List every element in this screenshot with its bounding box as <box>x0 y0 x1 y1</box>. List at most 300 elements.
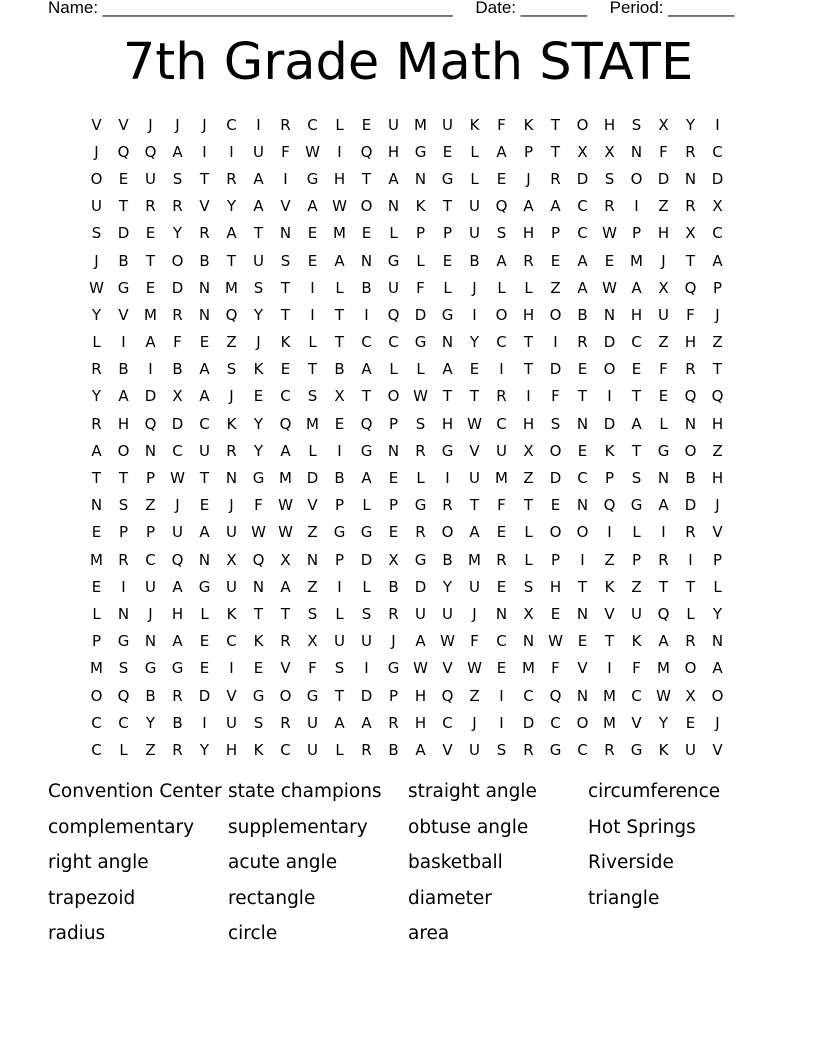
grid-letter[interactable]: W <box>602 278 617 297</box>
grid-letter[interactable]: T <box>145 251 156 270</box>
grid-letter[interactable]: S <box>550 414 561 433</box>
grid-letter[interactable]: D <box>171 278 184 297</box>
grid-letter[interactable]: A <box>199 387 210 406</box>
grid-letter[interactable]: A <box>550 197 561 216</box>
grid-letter[interactable]: C <box>523 686 534 705</box>
grid-letter[interactable]: E <box>361 224 372 243</box>
grid-letter[interactable]: R <box>226 441 237 460</box>
grid-letter[interactable]: F <box>308 659 317 678</box>
grid-letter[interactable]: H <box>117 414 130 433</box>
grid-letter[interactable]: Y <box>226 197 237 216</box>
grid-letter[interactable]: U <box>685 740 696 759</box>
grid-letter[interactable]: U <box>469 224 480 243</box>
grid-letter[interactable]: B <box>172 713 183 732</box>
grid-letter[interactable]: N <box>576 414 589 433</box>
grid-letter[interactable]: K <box>253 360 264 379</box>
grid-letter[interactable]: L <box>416 469 425 488</box>
grid-letter[interactable]: V <box>280 197 291 216</box>
grid-letter[interactable]: G <box>414 142 427 161</box>
grid-letter[interactable]: A <box>415 740 426 759</box>
grid-letter[interactable]: X <box>658 278 669 297</box>
grid-letter[interactable]: R <box>388 713 399 732</box>
grid-letter[interactable]: O <box>549 305 562 324</box>
grid-letter[interactable]: X <box>523 604 534 623</box>
grid-letter[interactable]: N <box>684 169 697 188</box>
grid-letter[interactable]: S <box>118 659 129 678</box>
grid-letter[interactable]: A <box>280 441 291 460</box>
grid-letter[interactable]: G <box>171 659 184 678</box>
grid-letter[interactable]: J <box>472 713 477 732</box>
grid-letter[interactable]: U <box>226 713 237 732</box>
grid-letter[interactable]: V <box>199 197 210 216</box>
grid-letter[interactable]: Y <box>172 224 183 243</box>
grid-letter[interactable]: N <box>387 197 400 216</box>
grid-letter[interactable]: F <box>686 305 695 324</box>
grid-letter[interactable]: X <box>523 441 534 460</box>
grid-letter[interactable]: V <box>631 713 642 732</box>
grid-letter[interactable]: I <box>202 142 207 161</box>
grid-letter[interactable]: T <box>712 360 723 379</box>
grid-letter[interactable]: M <box>603 686 616 705</box>
grid-letter[interactable]: D <box>360 686 373 705</box>
grid-letter[interactable]: B <box>361 278 372 297</box>
grid-letter[interactable]: C <box>577 740 588 759</box>
grid-letter[interactable]: L <box>713 577 722 596</box>
grid-letter[interactable]: R <box>523 251 534 270</box>
grid-letter[interactable]: E <box>388 469 399 488</box>
grid-letter[interactable]: M <box>225 278 238 297</box>
grid-letter[interactable]: H <box>441 414 454 433</box>
grid-letter[interactable]: U <box>145 577 156 596</box>
grid-letter[interactable]: A <box>145 333 156 352</box>
grid-letter[interactable]: C <box>118 713 129 732</box>
grid-letter[interactable]: P <box>388 496 399 515</box>
grid-letter[interactable]: X <box>334 387 345 406</box>
grid-letter[interactable]: A <box>226 224 237 243</box>
grid-letter[interactable]: Z <box>631 577 642 596</box>
grid-letter[interactable]: N <box>144 441 157 460</box>
name-field[interactable]: Name: _____________________________________ <box>48 0 453 17</box>
grid-letter[interactable]: E <box>199 659 210 678</box>
grid-letter[interactable]: C <box>280 387 291 406</box>
grid-letter[interactable]: O <box>360 197 373 216</box>
grid-letter[interactable]: G <box>549 740 562 759</box>
grid-letter[interactable]: E <box>388 523 399 542</box>
grid-letter[interactable]: R <box>604 197 615 216</box>
grid-letter[interactable]: Z <box>145 496 156 515</box>
grid-letter[interactable]: E <box>307 251 318 270</box>
grid-letter[interactable]: G <box>117 278 130 297</box>
grid-letter[interactable]: N <box>198 305 211 324</box>
grid-letter[interactable]: B <box>388 740 399 759</box>
grid-letter[interactable]: O <box>630 169 643 188</box>
grid-letter[interactable]: P <box>145 469 156 488</box>
grid-letter[interactable]: C <box>550 713 561 732</box>
grid-letter[interactable]: G <box>414 333 427 352</box>
grid-letter[interactable]: L <box>416 251 425 270</box>
grid-letter[interactable]: N <box>684 414 697 433</box>
grid-letter[interactable]: P <box>712 550 723 569</box>
grid-letter[interactable]: N <box>576 496 589 515</box>
grid-letter[interactable]: V <box>118 115 129 134</box>
grid-letter[interactable]: G <box>441 169 454 188</box>
grid-letter[interactable]: P <box>145 523 156 542</box>
grid-letter[interactable]: Q <box>495 197 508 216</box>
grid-letter[interactable]: H <box>414 713 427 732</box>
grid-letter[interactable]: C <box>577 224 588 243</box>
grid-letter[interactable]: A <box>442 360 453 379</box>
grid-letter[interactable]: W <box>305 142 320 161</box>
grid-letter[interactable]: D <box>414 577 427 596</box>
grid-letter[interactable]: I <box>310 305 315 324</box>
grid-letter[interactable]: G <box>414 550 427 569</box>
grid-letter[interactable]: G <box>252 686 265 705</box>
grid-letter[interactable]: X <box>226 550 237 569</box>
grid-letter[interactable]: U <box>469 577 480 596</box>
grid-letter[interactable]: D <box>306 469 319 488</box>
grid-letter[interactable]: X <box>685 224 696 243</box>
grid-letter[interactable]: A <box>307 197 318 216</box>
grid-letter[interactable]: J <box>202 115 207 134</box>
grid-letter[interactable]: B <box>199 251 210 270</box>
grid-letter[interactable]: T <box>577 577 588 596</box>
grid-letter[interactable]: T <box>631 441 642 460</box>
grid-letter[interactable]: A <box>334 251 345 270</box>
grid-letter[interactable]: H <box>630 305 643 324</box>
grid-letter[interactable]: E <box>577 632 588 651</box>
grid-letter[interactable]: Z <box>307 523 318 542</box>
grid-letter[interactable]: Q <box>117 686 130 705</box>
grid-letter[interactable]: R <box>91 414 102 433</box>
grid-letter[interactable]: A <box>280 577 291 596</box>
grid-letter[interactable]: E <box>550 496 561 515</box>
grid-letter[interactable]: O <box>171 251 184 270</box>
grid-letter[interactable]: A <box>91 441 102 460</box>
grid-letter[interactable]: C <box>577 197 588 216</box>
grid-letter[interactable]: Q <box>252 550 265 569</box>
grid-letter[interactable]: R <box>658 550 669 569</box>
grid-letter[interactable]: F <box>659 360 668 379</box>
grid-letter[interactable]: T <box>523 333 534 352</box>
grid-letter[interactable]: S <box>91 224 102 243</box>
grid-letter[interactable]: N <box>414 169 427 188</box>
grid-letter[interactable]: W <box>251 523 266 542</box>
grid-letter[interactable]: N <box>252 577 265 596</box>
grid-letter[interactable]: H <box>333 169 346 188</box>
grid-letter[interactable]: Z <box>145 740 156 759</box>
grid-letter[interactable]: P <box>631 550 642 569</box>
grid-letter[interactable]: N <box>603 305 616 324</box>
grid-letter[interactable]: L <box>119 740 128 759</box>
grid-letter[interactable]: T <box>253 604 264 623</box>
grid-letter[interactable]: N <box>576 686 589 705</box>
grid-letter[interactable]: N <box>441 333 454 352</box>
grid-letter[interactable]: U <box>631 604 642 623</box>
grid-letter[interactable]: C <box>226 632 237 651</box>
grid-letter[interactable]: M <box>414 115 427 134</box>
grid-letter[interactable]: K <box>604 441 615 460</box>
grid-letter[interactable]: Q <box>360 414 373 433</box>
grid-letter[interactable]: E <box>631 360 642 379</box>
grid-letter[interactable]: V <box>442 659 453 678</box>
grid-letter[interactable]: Q <box>279 414 292 433</box>
grid-letter[interactable]: E <box>334 414 345 433</box>
grid-letter[interactable]: T <box>91 469 102 488</box>
grid-letter[interactable]: G <box>360 441 373 460</box>
grid-letter[interactable]: X <box>388 550 399 569</box>
grid-letter[interactable]: V <box>91 115 102 134</box>
grid-letter[interactable]: L <box>443 278 452 297</box>
grid-letter[interactable]: I <box>553 333 558 352</box>
grid-letter[interactable]: I <box>337 441 342 460</box>
grid-letter[interactable]: R <box>280 115 291 134</box>
grid-letter[interactable]: E <box>253 659 264 678</box>
grid-letter[interactable]: M <box>306 414 319 433</box>
grid-letter[interactable]: S <box>415 414 426 433</box>
grid-letter[interactable]: F <box>254 496 263 515</box>
grid-letter[interactable]: I <box>121 577 126 596</box>
grid-letter[interactable]: D <box>711 169 724 188</box>
grid-letter[interactable]: T <box>523 496 534 515</box>
grid-letter[interactable]: C <box>361 333 372 352</box>
grid-letter[interactable]: S <box>631 469 642 488</box>
grid-letter[interactable]: E <box>469 360 480 379</box>
grid-letter[interactable]: E <box>145 278 156 297</box>
grid-letter[interactable]: A <box>712 659 723 678</box>
grid-letter[interactable]: C <box>712 142 723 161</box>
grid-letter[interactable]: D <box>171 414 184 433</box>
grid-letter[interactable]: R <box>577 333 588 352</box>
grid-letter[interactable]: S <box>172 169 183 188</box>
grid-letter[interactable]: J <box>715 496 720 515</box>
grid-letter[interactable]: R <box>280 713 291 732</box>
grid-letter[interactable]: I <box>310 278 315 297</box>
grid-letter[interactable]: G <box>144 659 157 678</box>
grid-letter[interactable]: Q <box>387 305 400 324</box>
grid-letter[interactable]: W <box>89 278 104 297</box>
grid-letter[interactable]: J <box>229 387 234 406</box>
grid-letter[interactable]: U <box>91 197 102 216</box>
grid-letter[interactable]: A <box>577 251 588 270</box>
grid-letter[interactable]: A <box>361 360 372 379</box>
grid-letter[interactable]: M <box>279 469 292 488</box>
grid-letter[interactable]: Z <box>307 577 318 596</box>
grid-letter[interactable]: E <box>91 577 102 596</box>
grid-letter[interactable]: L <box>524 550 533 569</box>
grid-letter[interactable]: I <box>499 713 504 732</box>
grid-letter[interactable]: A <box>712 251 723 270</box>
grid-letter[interactable]: C <box>496 414 507 433</box>
grid-letter[interactable]: G <box>630 496 643 515</box>
grid-letter[interactable]: Q <box>441 686 454 705</box>
grid-letter[interactable]: C <box>91 740 102 759</box>
grid-letter[interactable]: F <box>416 278 425 297</box>
grid-letter[interactable]: Z <box>523 469 534 488</box>
grid-letter[interactable]: T <box>226 251 237 270</box>
grid-letter[interactable]: I <box>364 659 369 678</box>
grid-letter[interactable]: Z <box>226 333 237 352</box>
grid-letter[interactable]: E <box>685 713 696 732</box>
grid-letter[interactable]: D <box>549 469 562 488</box>
grid-letter[interactable]: L <box>524 523 533 542</box>
grid-letter[interactable]: K <box>631 632 642 651</box>
grid-letter[interactable]: H <box>549 577 562 596</box>
grid-letter[interactable]: P <box>523 142 534 161</box>
grid-letter[interactable]: K <box>469 115 480 134</box>
grid-letter[interactable]: W <box>467 659 482 678</box>
grid-letter[interactable]: T <box>307 360 318 379</box>
grid-letter[interactable]: A <box>118 387 129 406</box>
grid-letter[interactable]: S <box>307 604 318 623</box>
grid-letter[interactable]: C <box>712 224 723 243</box>
grid-letter[interactable]: M <box>495 469 508 488</box>
grid-letter[interactable]: U <box>442 604 453 623</box>
grid-letter[interactable]: P <box>415 224 426 243</box>
grid-letter[interactable]: E <box>361 115 372 134</box>
grid-letter[interactable]: N <box>90 496 103 515</box>
grid-letter[interactable]: P <box>604 469 615 488</box>
grid-letter[interactable]: G <box>333 523 346 542</box>
grid-letter[interactable]: S <box>253 713 264 732</box>
grid-letter[interactable]: X <box>172 387 183 406</box>
grid-letter[interactable]: A <box>496 142 507 161</box>
grid-letter[interactable]: T <box>442 197 453 216</box>
grid-letter[interactable]: K <box>253 740 264 759</box>
grid-letter[interactable]: T <box>253 224 264 243</box>
grid-letter[interactable]: V <box>280 659 291 678</box>
grid-letter[interactable]: U <box>172 523 183 542</box>
grid-letter[interactable]: X <box>307 632 318 651</box>
grid-letter[interactable]: I <box>499 686 504 705</box>
grid-letter[interactable]: A <box>172 632 183 651</box>
grid-letter[interactable]: X <box>280 550 291 569</box>
grid-letter[interactable]: L <box>335 278 344 297</box>
grid-letter[interactable]: I <box>634 197 639 216</box>
grid-letter[interactable]: T <box>469 496 480 515</box>
grid-letter[interactable]: E <box>577 360 588 379</box>
grid-letter[interactable]: M <box>144 305 157 324</box>
grid-letter[interactable]: T <box>685 251 696 270</box>
grid-letter[interactable]: U <box>469 469 480 488</box>
grid-letter[interactable]: W <box>548 632 563 651</box>
grid-letter[interactable]: R <box>523 740 534 759</box>
grid-letter[interactable]: C <box>496 333 507 352</box>
grid-letter[interactable]: H <box>711 469 724 488</box>
grid-letter[interactable]: E <box>550 251 561 270</box>
grid-letter[interactable]: F <box>551 659 560 678</box>
grid-letter[interactable]: R <box>361 740 372 759</box>
grid-letter[interactable]: W <box>413 387 428 406</box>
grid-letter[interactable]: Y <box>442 577 453 596</box>
grid-letter[interactable]: N <box>198 550 211 569</box>
grid-letter[interactable]: O <box>495 305 508 324</box>
grid-letter[interactable]: R <box>199 224 210 243</box>
grid-letter[interactable]: V <box>577 659 588 678</box>
grid-letter[interactable]: A <box>469 523 480 542</box>
grid-letter[interactable]: P <box>388 686 399 705</box>
grid-letter[interactable]: V <box>442 740 453 759</box>
grid-letter[interactable]: B <box>469 251 480 270</box>
grid-letter[interactable]: U <box>658 305 669 324</box>
grid-letter[interactable]: A <box>415 632 426 651</box>
grid-letter[interactable]: E <box>604 251 615 270</box>
grid-letter[interactable]: Y <box>685 115 696 134</box>
grid-letter[interactable]: W <box>467 414 482 433</box>
grid-letter[interactable]: R <box>388 604 399 623</box>
grid-letter[interactable]: U <box>307 740 318 759</box>
grid-letter[interactable]: J <box>175 115 180 134</box>
grid-letter[interactable]: Y <box>91 305 102 324</box>
grid-letter[interactable]: O <box>576 115 589 134</box>
grid-letter[interactable]: O <box>549 523 562 542</box>
grid-letter[interactable]: L <box>308 441 317 460</box>
grid-letter[interactable]: N <box>387 441 400 460</box>
grid-letter[interactable]: V <box>118 305 129 324</box>
grid-letter[interactable]: R <box>415 523 426 542</box>
grid-letter[interactable]: A <box>577 278 588 297</box>
grid-letter[interactable]: E <box>496 577 507 596</box>
grid-letter[interactable]: P <box>550 550 561 569</box>
grid-letter[interactable]: R <box>442 496 453 515</box>
grid-letter[interactable]: C <box>307 115 318 134</box>
grid-letter[interactable]: O <box>279 686 292 705</box>
grid-letter[interactable]: A <box>361 469 372 488</box>
grid-letter[interactable]: I <box>580 550 585 569</box>
grid-letter[interactable]: D <box>684 496 697 515</box>
grid-letter[interactable]: M <box>468 550 481 569</box>
grid-letter[interactable]: H <box>522 224 535 243</box>
grid-letter[interactable]: A <box>199 360 210 379</box>
grid-letter[interactable]: T <box>280 305 291 324</box>
grid-letter[interactable]: Q <box>549 686 562 705</box>
grid-letter[interactable]: C <box>631 333 642 352</box>
grid-letter[interactable]: M <box>90 659 103 678</box>
grid-letter[interactable]: B <box>388 577 399 596</box>
grid-letter[interactable]: N <box>711 632 724 651</box>
grid-letter[interactable]: F <box>173 333 182 352</box>
grid-letter[interactable]: E <box>145 224 156 243</box>
grid-letter[interactable]: N <box>657 469 670 488</box>
grid-letter[interactable]: F <box>551 387 560 406</box>
grid-letter[interactable]: Q <box>144 142 157 161</box>
grid-letter[interactable]: S <box>361 604 372 623</box>
grid-letter[interactable]: K <box>658 740 669 759</box>
grid-letter[interactable]: R <box>172 686 183 705</box>
grid-letter[interactable]: F <box>497 496 506 515</box>
grid-letter[interactable]: Y <box>91 387 102 406</box>
grid-letter[interactable]: I <box>229 659 234 678</box>
grid-letter[interactable]: E <box>658 387 669 406</box>
grid-letter[interactable]: L <box>497 278 506 297</box>
grid-letter[interactable]: H <box>522 414 535 433</box>
grid-letter[interactable]: N <box>576 604 589 623</box>
grid-letter[interactable]: O <box>684 441 697 460</box>
grid-letter[interactable]: T <box>577 387 588 406</box>
grid-letter[interactable]: E <box>496 523 507 542</box>
grid-letter[interactable]: I <box>445 469 450 488</box>
grid-letter[interactable]: R <box>172 197 183 216</box>
grid-letter[interactable]: X <box>577 142 588 161</box>
grid-letter[interactable]: T <box>442 387 453 406</box>
grid-letter[interactable]: T <box>469 387 480 406</box>
grid-letter[interactable]: F <box>632 659 641 678</box>
grid-letter[interactable]: B <box>685 469 696 488</box>
grid-letter[interactable]: M <box>630 251 643 270</box>
grid-letter[interactable]: O <box>387 387 400 406</box>
grid-letter[interactable]: R <box>496 387 507 406</box>
grid-letter[interactable]: C <box>496 632 507 651</box>
grid-letter[interactable]: E <box>442 251 453 270</box>
